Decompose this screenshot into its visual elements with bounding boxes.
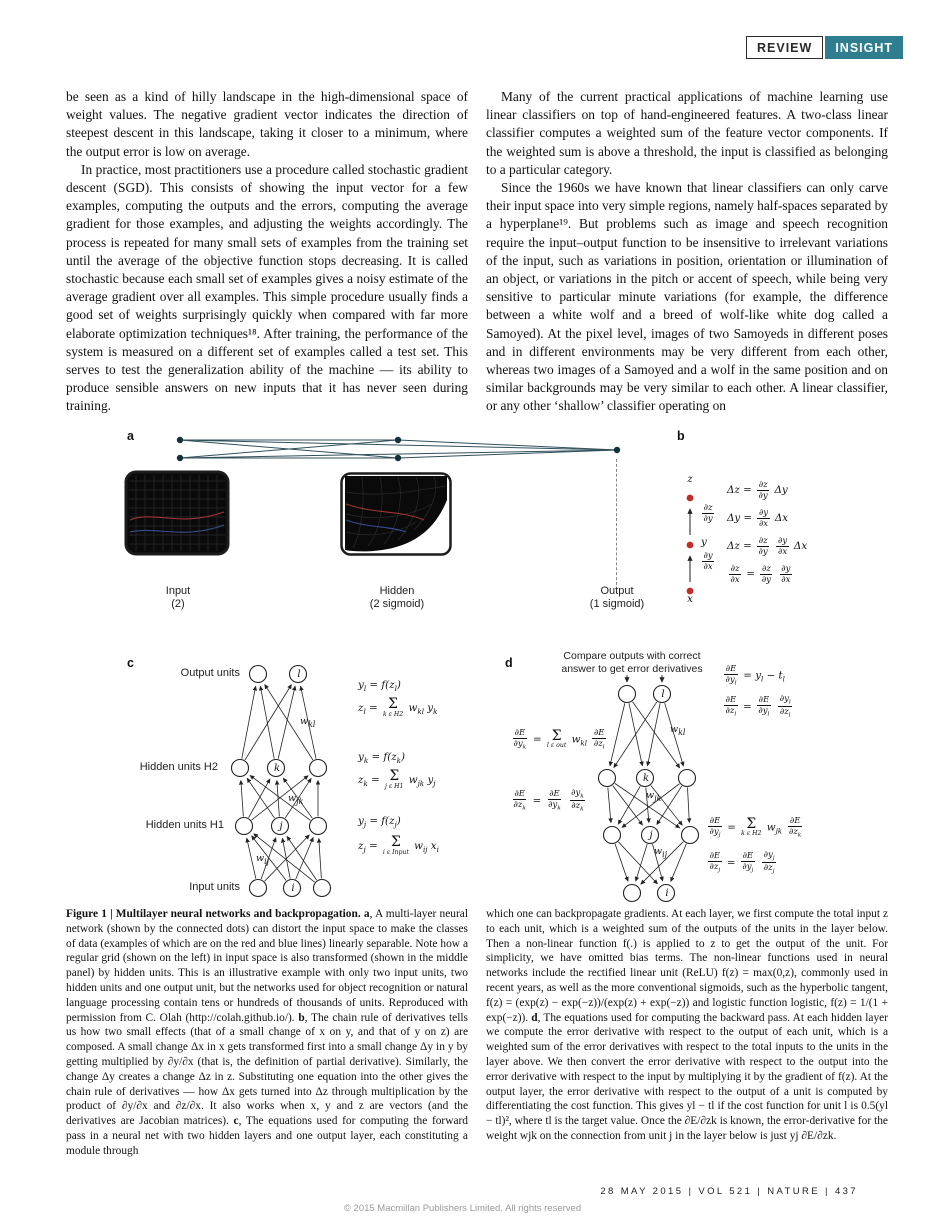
journal-footer: 28 MAY 2015 | VOL 521 | NATURE | 437 (600, 1186, 858, 1197)
dz-dy-arrow-label: $\frac{\partial z}{\partial y}$ (703, 502, 713, 523)
forward-eq-2: $z_l$ = Σ k ε H2 $w_{kl}$ $y_k$ (358, 696, 438, 718)
figure-caption-left: Figure 1 | Multilayer neural networks and backpropagation. a, A multi-layer neural network (shown by the connected dots) can distort the input space to make the classes of data (examples of which are on the red and blue lines) linearly separable. Note how a regular grid (shown on the left) in input space is also transformed (shown in the middle panel) by hidden units. This is an illustrative example with only two input units, two hidden units and one output unit, but the networks used for object recognition or natural language processing contain tens or hundreds of thousands of units. Reproduced with permission from C. Olah (http://colah.github.io/). b, The chain rule of derivatives tells us how two small effects (that of a small change of x on y, and that of y on z) are composed. A small change Δx in x gets transformed first into a small change Δy in y by getting multiplied by ∂y/∂x (that is, the definition of partial derivative). Similarly, the change Δy creates a change Δz in z. Substituting one equation into the other gives the chain rule of derivatives — how Δx gets turned into Δz through multiplication by the product of ∂y/∂x and ∂z/∂x. It also works when x, y and z are vectors (and the derivatives are Jacobian matrices). c, The equations used for computing the forward pass in a neural net with two hidden layers and one output layer, each constituting a module through (66, 908, 468, 1157)
weight-ij-label: $w_{ij}$ (654, 846, 668, 859)
chain-rule-eq-1: Δz = $\frac{\partial z}{\partial y}$ Δy (727, 479, 788, 500)
panel-d-label: d (505, 656, 513, 670)
weight-ij-label: $w_{ij}$ (256, 853, 270, 866)
forward-eq-3: $y_k = f(z_k)$ (358, 751, 406, 766)
body-paragraph: In practice, most practitioners use a procedure called stochastic gradient descent (SGD). This consists of showing the input vector for a few examples, computing the outputs and the errors, computing the average gradient for those examples, and adjusting the weights accordingly. The process is repeated for many small sets of examples from the training set until the average of the objective function stops decreasing. It is called stochastic because each small set of examples gives a noisy estimate of the average gradient over all examples. This simple procedure usually finds a good set of weights surprisingly quickly when compared with far more elaborate optimization techniques¹⁸. After training, the performance of the system is measured on a different set of examples called a test set. This serves to test the generalization ability of the machine — its ability to produce sensible answers on new inputs that it has never seen during training. (66, 161, 468, 414)
weight-kl-label: $w_{kl}$ (300, 716, 316, 729)
panel-a-network-diagram (150, 432, 630, 466)
body-column-right (486, 88, 888, 416)
weight-jk-label: $w_{jk}$ (646, 790, 662, 803)
panel-d-header: Compare outputs with correct answer to get error derivatives (561, 650, 703, 675)
forward-eq-5: $y_j = f(z_j)$ (358, 815, 401, 830)
node-l-letter: l (297, 669, 301, 680)
copyright-notice: © 2015 Macmillan Publishers Limited. All rights reserved (343, 1203, 582, 1214)
weight-kl-label: $w_{kl}$ (670, 724, 686, 737)
body-paragraph: Many of the current practical applications of machine learning use linear classifiers on top of hand-engineered features. A two-class linear classifier computes a weighted sum of the feature vector components. If the weighted sum is above a threshold, the input is classified as belonging to a particular category. (486, 89, 888, 177)
forward-eq-1: $y_l = f(z_l)$ (358, 679, 401, 694)
review-badge: REVIEW (746, 36, 823, 59)
backward-eq-3: $\frac{\partial E}{\partial y_k}$ = Σ l ε out $w_{kl}$ $\frac{\partial E}{\partial z_l}$ (513, 727, 605, 751)
chain-rule-eq-4: $\frac{\partial z}{\partial x}$ = $\frac{\partial z}{\partial y}$ $\frac{\partial y}{\partial x}$ (730, 563, 791, 584)
input-layer-label: Input (2) (165, 585, 191, 610)
output-units-label: Output units (180, 667, 240, 679)
node-k-letter: k (642, 773, 650, 784)
output-dashed-line (616, 459, 617, 585)
node-l-letter: l (661, 689, 665, 700)
node-x-label: x (687, 593, 693, 605)
node-j-letter: j (279, 821, 283, 832)
forward-pass-network-diagram (218, 660, 348, 905)
body-column-left (66, 88, 468, 416)
panel-b-label: b (677, 429, 685, 443)
hidden-units-h1-label: Hidden units H1 (145, 819, 224, 831)
backward-eq-1: $\frac{\partial E}{\partial y_l}$ = $y_l - t_l$ (725, 663, 785, 687)
node-y-label: y (701, 536, 707, 548)
output-layer-label: Output (1 sigmoid) (589, 585, 645, 610)
node-i-letter: i (291, 883, 295, 894)
node-i-letter: i (665, 888, 669, 899)
input-space-image (124, 470, 230, 556)
chain-rule-eq-3: Δz = $\frac{\partial z}{\partial y}$ $\frac{\partial y}{\partial x}$ Δx (727, 535, 808, 556)
forward-eq-6: $z_j$ = Σ i ε Input $w_{ij}$ $x_i$ (358, 834, 439, 856)
forward-eq-4: $z_k$ = Σ j ε H1 $w_{jk}$ $y_j$ (358, 768, 436, 790)
input-units-label: Input units (189, 881, 240, 893)
backward-eq-6: $\frac{\partial E}{\partial z_j}$ = $\frac{\partial E}{\partial y_j}$ $\frac{\partial y_j}{\partial z_j}$ (709, 849, 775, 876)
backward-pass-network-diagram (595, 665, 700, 905)
backward-eq-4: $\frac{\partial E}{\partial z_k}$ = $\frac{\partial E}{\partial y_k}$ $\frac{\partial y_k}{\partial z_k}$ (513, 787, 584, 814)
hidden-space-image (340, 472, 452, 556)
chain-rule-eq-2: Δy = $\frac{\partial y}{\partial x}$ Δx (727, 507, 789, 528)
backward-eq-5: $\frac{\partial E}{\partial y_j}$ = Σ k ε H2 $w_{jk}$ $\frac{\partial E}{\partial z_k}$ (709, 815, 802, 839)
page-badges (746, 36, 903, 59)
insight-badge: INSIGHT (825, 36, 903, 59)
hidden-units-h2-label: Hidden units H2 (139, 761, 218, 773)
dy-dx-arrow-label: $\frac{\partial y}{\partial x}$ (703, 550, 713, 571)
node-k-letter: k (273, 763, 281, 774)
weight-jk-label: $w_{jk}$ (288, 793, 304, 806)
panel-c-label: c (127, 656, 134, 670)
body-paragraph: be seen as a kind of hilly landscape in the high-dimensional space of weight values. The negative gradient vector indicates the direction of steepest descent in this landscape, taking it closer to a minimum, where the output error is low on average. (66, 89, 468, 159)
body-paragraph: Since the 1960s we have known that linear classifiers can only carve their input space into very simple regions, namely half-spaces separated by a hyperplane¹⁹. But problems such as image and speech recognition require the input–output function to be insensitive to irrelevant variations of the input, such as variations in position, orientation or illumination of an object, or variations in the pitch or accent of speech, while being very sensitive to particular minute variations (for example, the difference between a white wolf and a breed of wolf-like white dog called a Samoyed). At the pixel level, images of two Samoyeds in different poses and in different environments may be very different from each other, whereas two images of a Samoyed and a wolf in the same position and on similar backgrounds may be very similar to each other. A linear classifier, or any other ‘shallow’ classifier operating on (486, 180, 888, 414)
node-j-letter: j (649, 830, 653, 841)
node-z-label: z (687, 473, 693, 485)
hidden-layer-label: Hidden (2 sigmoid) (369, 585, 425, 610)
panel-a-label: a (127, 429, 134, 443)
figure-caption-right: which one can backpropagate gradients. At each layer, we first compute the total input z to each unit, which is a weighted sum of the outputs of the units in the layer below. Then a non-linear function f(.) is applied to z to get the output of the unit. For simplicity, we have omitted bias terms. The non-linear functions used in neural networks include the rectified linear unit (ReLU) f(z) = max(0,z), commonly used in recent years, as well as the more conventional sigmoids, such as the hyperbolic tangent, f(z) = (exp(z) − exp(−z))/(exp(z) + exp(−z)) and logistic function logistic, f(z) = 1/(1 + exp(−z)). d, The equations used for computing the backward pass. At each hidden layer we compute the error derivative with respect to the output of each unit, which is a weighted sum of the error derivatives with respect to the total inputs to the units in the layer above. We then convert the error derivative with respect to the output into the error derivative with respect to the input by multiplying it by the gradient of f(z). At the output layer, the error derivative with respect to the output of a unit is computed by differentiating the cost function. This gives yl − tl if the cost function for unit l is 0.5(yl − tl)², where tl is the target value. Once the ∂E/∂zk is known, the error-derivative for the weight wjk on the connection from unit j in the layer below is just yj ∂E/∂zk. (486, 908, 888, 1142)
backward-eq-2: $\frac{\partial E}{\partial z_l}$ = $\frac{\partial E}{\partial y_l}$ $\frac{\partial y_l}{\partial z_l}$ (725, 693, 791, 720)
